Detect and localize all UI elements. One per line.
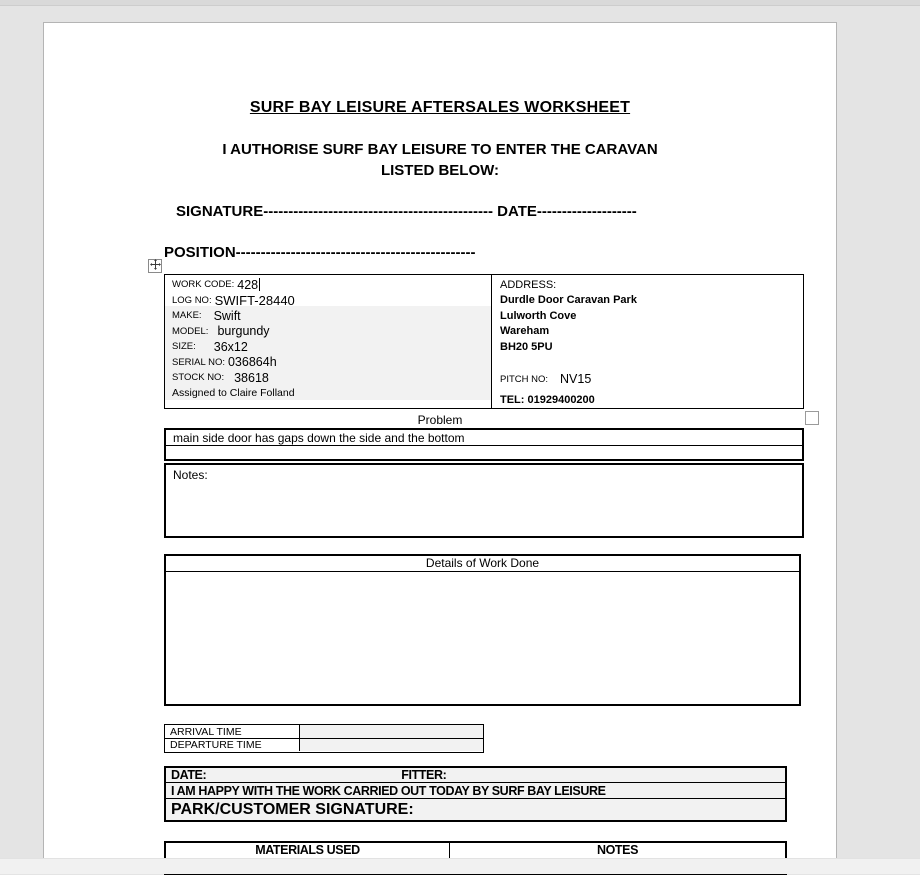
tel-line[interactable]: TEL: 01929400200: [500, 394, 595, 406]
address-line-4[interactable]: BH20 5PU: [500, 340, 805, 356]
horizontal-scrollbar-track[interactable]: [0, 858, 920, 874]
size-label: SIZE:: [172, 341, 196, 352]
times-table: [164, 724, 484, 753]
work-done-header: Details of Work Done: [166, 556, 799, 572]
authorise-line-2: LISTED BELOW:: [44, 162, 836, 179]
signoff-table: [164, 766, 787, 822]
address-label: ADDRESS:: [500, 278, 805, 293]
arrival-time-label: ARRIVAL TIME: [165, 725, 299, 738]
table-move-handle[interactable]: [148, 259, 162, 273]
stock-no-row[interactable]: [165, 370, 491, 386]
signature-date-line: SIGNATURE---------------------------------------------- DATE--------------------: [176, 203, 637, 220]
table-resize-handle[interactable]: [805, 411, 819, 425]
work-code-label: WORK CODE:: [172, 279, 234, 290]
caravan-info-table: [164, 274, 804, 409]
date-fitter-row[interactable]: [166, 768, 785, 783]
arrival-time-value-cell[interactable]: [299, 725, 483, 738]
address-cell: [492, 275, 805, 408]
position-line: POSITION------------------------------------------------: [164, 244, 475, 261]
pitch-no-value[interactable]: NV15: [560, 372, 591, 386]
materials-notes-header: NOTES: [450, 843, 785, 858]
problem-entry-row[interactable]: [166, 430, 802, 446]
problem-table: [164, 428, 804, 461]
work-details-cell: [165, 275, 492, 408]
model-label: MODEL:: [172, 326, 208, 337]
address-line-2[interactable]: Lulworth Cove: [500, 309, 805, 325]
page-title: SURF BAY LEISURE AFTERSALES WORKSHEET: [44, 99, 836, 117]
text-cursor: [259, 278, 260, 291]
address-line-3[interactable]: Wareham: [500, 324, 805, 340]
window-top-strip: [0, 0, 920, 6]
log-no-row[interactable]: [165, 293, 491, 309]
log-no-value[interactable]: SWIFT-28440: [215, 293, 295, 308]
authorise-line-1: I AUTHORISE SURF BAY LEISURE TO ENTER THE CARAVAN: [44, 141, 836, 158]
materials-header-row: [166, 843, 785, 859]
departure-time-label: DEPARTURE TIME: [165, 739, 299, 751]
work-code-value[interactable]: 428: [237, 278, 258, 292]
materials-used-header: MATERIALS USED: [166, 843, 450, 858]
serial-no-value[interactable]: 036864h: [228, 355, 277, 369]
move-cross-icon: [150, 257, 161, 275]
make-value[interactable]: Swift: [214, 309, 241, 323]
size-row[interactable]: [165, 339, 491, 355]
make-row[interactable]: [165, 308, 491, 324]
serial-no-label: SERIAL NO:: [172, 357, 225, 368]
customer-signature-label: PARK/CUSTOMER SIGNATURE:: [171, 801, 414, 819]
pitch-no-row[interactable]: [500, 372, 805, 386]
departure-time-row: [165, 738, 483, 751]
happy-statement-text: I AM HAPPY WITH THE WORK CARRIED OUT TODAY BY SURF BAY LEISURE: [171, 784, 606, 798]
assigned-note[interactable]: Assigned to Claire Folland: [165, 386, 491, 401]
size-value[interactable]: 36x12: [214, 340, 248, 354]
model-value[interactable]: burgundy: [217, 324, 269, 338]
log-no-label: LOG NO:: [172, 295, 212, 306]
arrival-time-row: [165, 725, 483, 738]
model-row[interactable]: [165, 324, 491, 340]
work-done-box: [164, 554, 801, 706]
work-code-row[interactable]: [165, 277, 491, 293]
fitter-label: FITTER:: [401, 768, 446, 782]
problem-section-header: Problem: [44, 413, 836, 427]
pitch-no-label: PITCH NO:: [500, 374, 548, 385]
work-done-entry-area[interactable]: [166, 572, 799, 705]
notes-label: Notes:: [173, 468, 208, 482]
customer-signature-row[interactable]: [166, 799, 785, 821]
document-page: [43, 22, 837, 867]
notes-box[interactable]: [164, 463, 804, 538]
happy-statement-row: [166, 783, 785, 799]
problem-entry-text[interactable]: main side door has gaps down the side and the bottom: [173, 431, 465, 445]
make-label: MAKE:: [172, 310, 202, 321]
stock-no-label: STOCK NO:: [172, 372, 224, 383]
departure-time-value-cell[interactable]: [299, 739, 483, 751]
date-label: DATE:: [171, 768, 206, 782]
address-line-1[interactable]: Durdle Door Caravan Park: [500, 293, 805, 309]
serial-no-row[interactable]: [165, 355, 491, 371]
stock-no-value[interactable]: 38618: [234, 371, 269, 385]
problem-empty-row[interactable]: [166, 446, 802, 459]
